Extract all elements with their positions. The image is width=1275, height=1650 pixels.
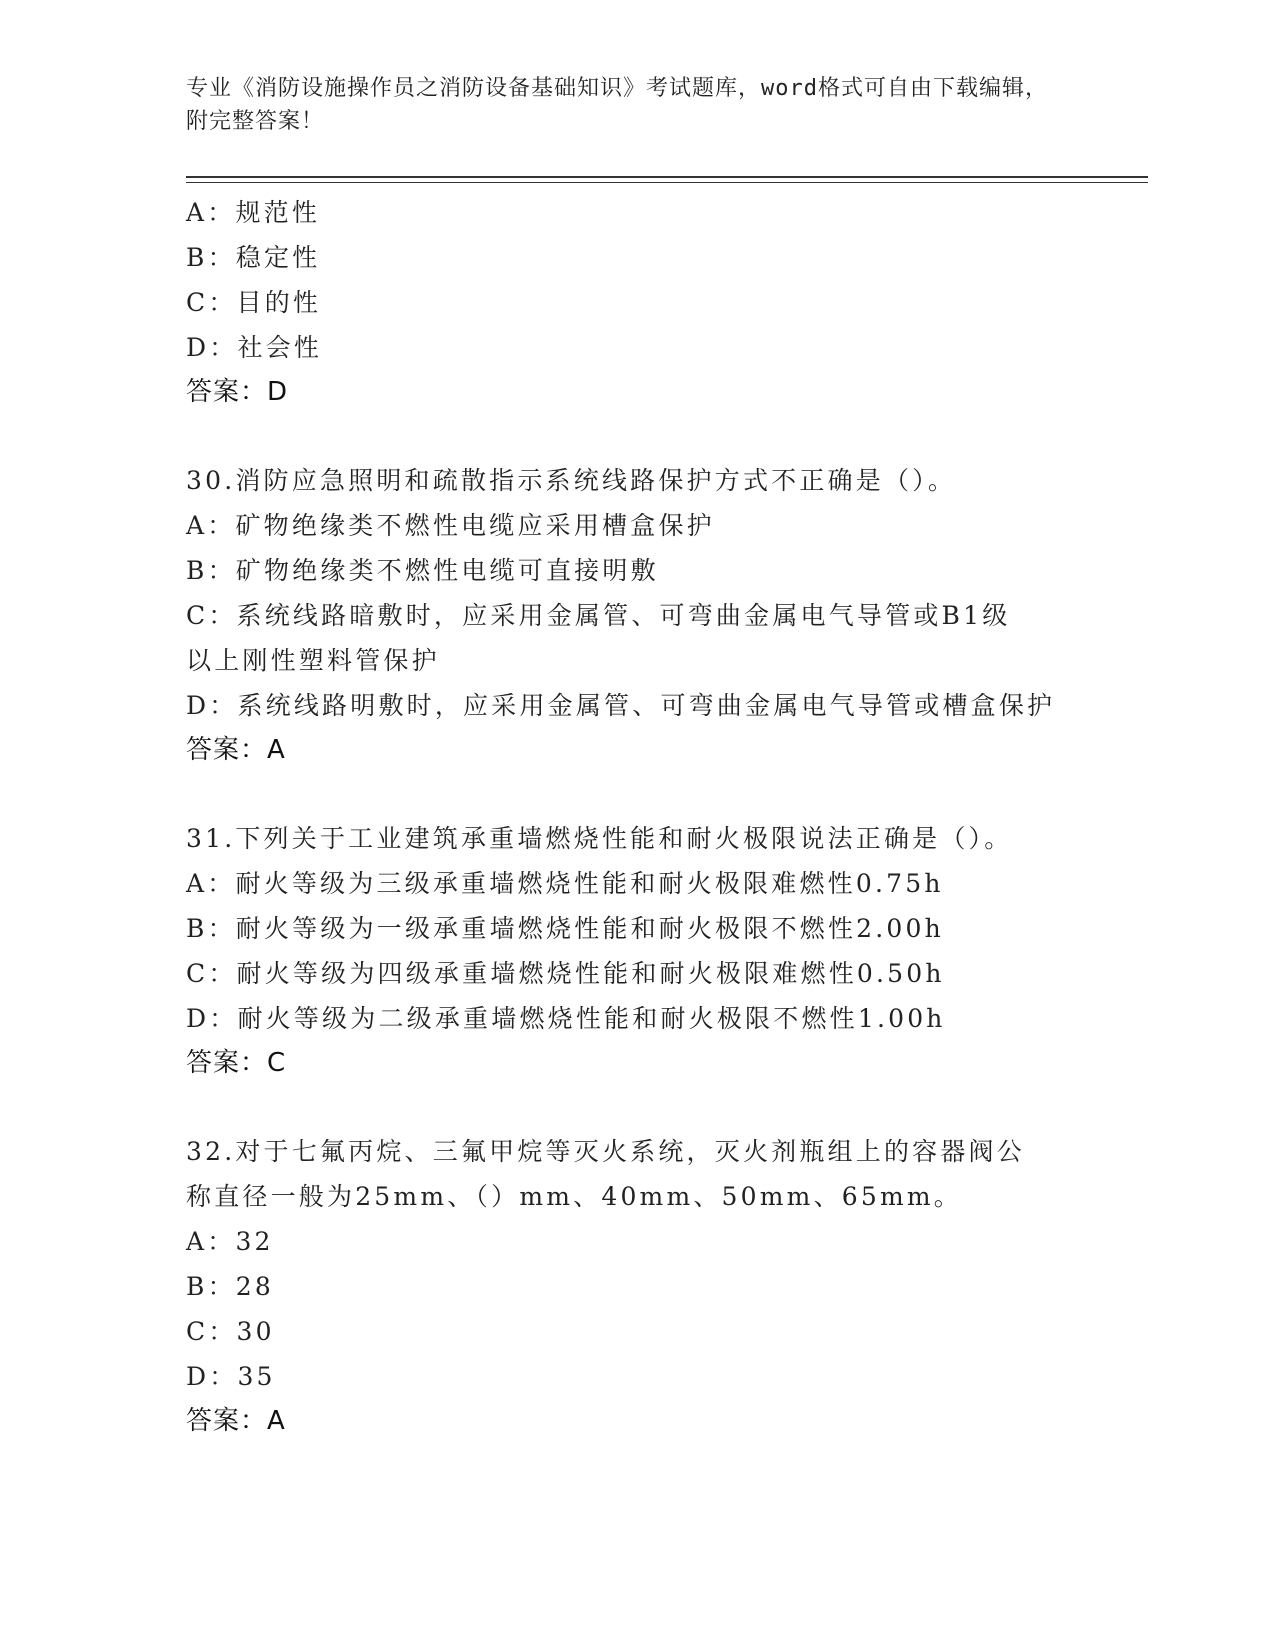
option-d: D：系统线路明敷时，应采用金属管、可弯曲金属电气导管或槽盒保护 xyxy=(186,691,1056,720)
option-d: D：耐火等级为二级承重墙燃烧性能和耐火极限不燃性1.00h xyxy=(186,1004,946,1033)
header-rule-thin xyxy=(186,182,1148,183)
answer-line: 答案：D xyxy=(186,377,289,407)
option-b: B：28 xyxy=(186,1272,274,1301)
option-a: A：32 xyxy=(186,1227,274,1256)
question-31 xyxy=(186,816,1086,1086)
option-c: C：系统线路暗敷时，应采用金属管、可弯曲金属电气导管或B1级以上刚性塑料管保护 xyxy=(186,601,1011,675)
prev-question-options xyxy=(186,190,1086,415)
document-header: 专业《消防设施操作员之消防设备基础知识》考试题库，word格式可自由下载编辑，附完整答案！ xyxy=(186,76,1048,134)
answer-line: 答案：C xyxy=(186,1048,287,1078)
option-c: C：30 xyxy=(186,1317,275,1346)
option-d: D：社会性 xyxy=(186,333,323,362)
option-a: A：规范性 xyxy=(186,198,321,227)
option-d: D：35 xyxy=(186,1362,276,1391)
question-32 xyxy=(186,1129,1086,1444)
header-rule-thick xyxy=(186,176,1148,178)
option-c: C：耐火等级为四级承重墙燃烧性能和耐火极限难燃性0.50h xyxy=(186,959,945,988)
option-b: B：耐火等级为一级承重墙燃烧性能和耐火极限不燃性2.00h xyxy=(186,914,944,943)
answer-line: 答案：A xyxy=(186,1406,286,1436)
question-30 xyxy=(186,458,1086,773)
question-stem: 31.下列关于工业建筑承重墙燃烧性能和耐火极限说法正确是（）。 xyxy=(186,824,1013,853)
option-a: A：矿物绝缘类不燃性电缆应采用槽盒保护 xyxy=(186,511,715,540)
option-b: B：矿物绝缘类不燃性电缆可直接明敷 xyxy=(186,556,659,585)
question-content xyxy=(186,190,1086,1444)
answer-line: 答案：A xyxy=(186,735,286,765)
question-stem: 32.对于七氟丙烷、三氟甲烷等灭火系统，灭火剂瓶组上的容器阀公称直径一般为25mm、（）mm、40mm、50mm、65mm。 xyxy=(186,1137,1025,1211)
question-stem: 30.消防应急照明和疏散指示系统线路保护方式不正确是（）。 xyxy=(186,466,957,495)
option-b: B：稳定性 xyxy=(186,243,321,272)
option-c: C：目的性 xyxy=(186,288,322,317)
option-a: A：耐火等级为三级承重墙燃烧性能和耐火极限难燃性0.75h xyxy=(186,869,944,898)
